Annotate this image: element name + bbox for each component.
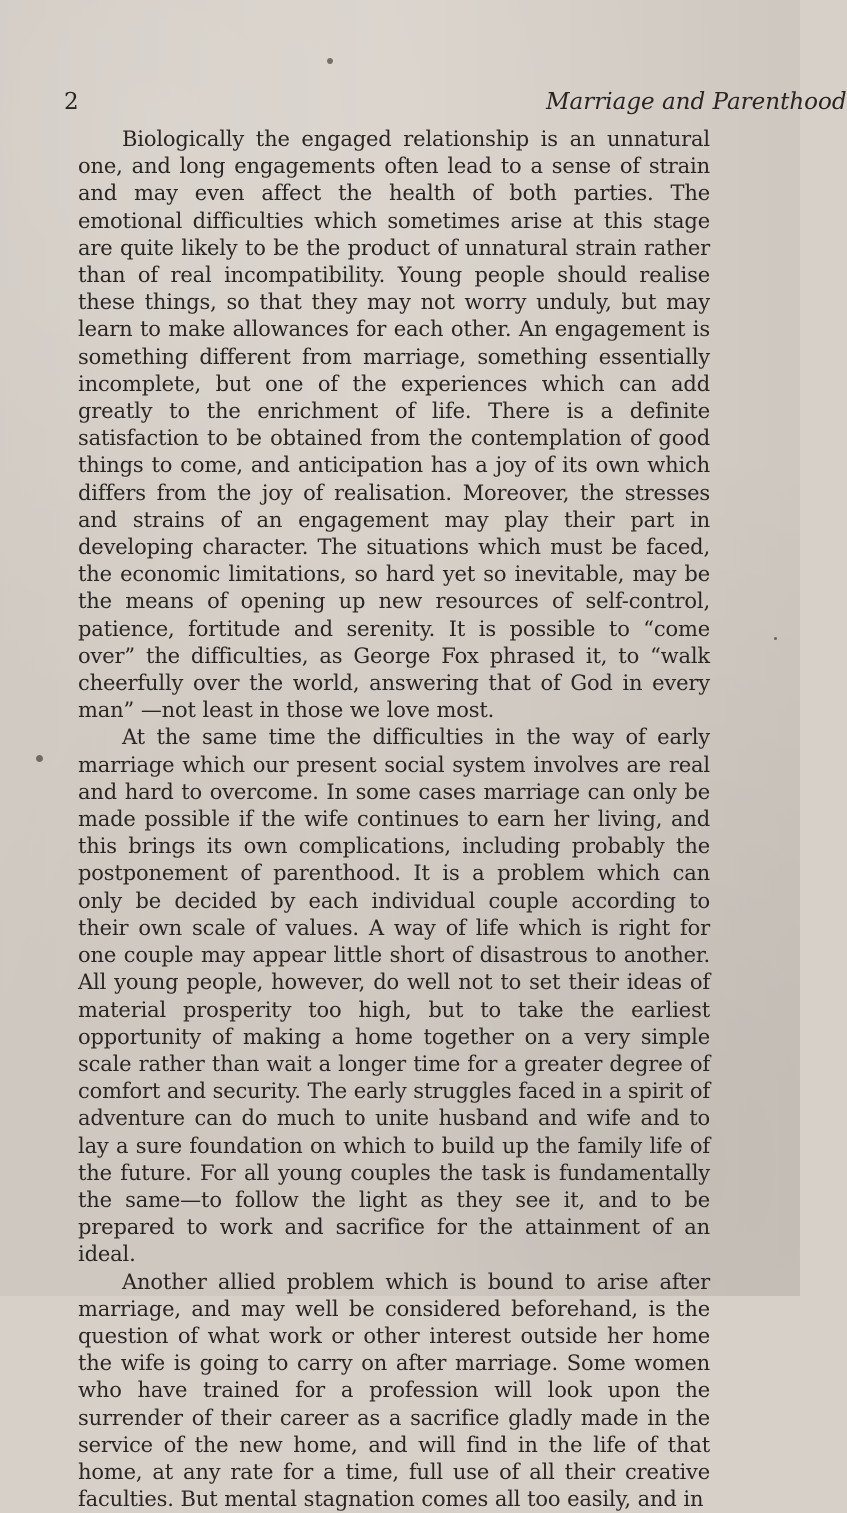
- paper-speck: [36, 755, 43, 762]
- paper-speck: [774, 637, 777, 640]
- body-text: [78, 126, 710, 1513]
- paper-speck: [327, 58, 333, 64]
- paragraph: At the same time the difficulties in the way of early marriage which our present social system involves are real and hard to overcome. In some cases marriage can only be made possible if the wife continues to earn her living, and this brings its own complications, including probably the postponement of parenthood. It is a problem which can only be decided by each individual couple according to their own scale of values. A way of life which is right for one couple may appear little short of disastrous to another. All young people, however, do well not to set their ideas of material prosperity too high, but to take the earliest opportunity of making a home together on a very simple scale rather than wait a longer time for a greater degree of comfort and security. The early struggles faced in a spirit of adventure can do much to unite husband and wife and to lay a sure foundation on which to build up the family life of the future. For all young couples the task is fundamentally the same—to follow the light as they see it, and to be prepared to work and sacrifice for the attainment of an ideal.: [78, 725, 710, 1267]
- running-title: Marriage and Parenthood: [546, 89, 847, 115]
- page-header: [64, 88, 847, 116]
- paragraph: Another allied problem which is bound to arise after marriage, and may well be considered beforehand, is the question of what work or other interest outside her home the wife is going to carry on after marriage. Some women who have trained for a profession will look upon the surrender of their career as a sacrifice gladly made in the service of the new home, and will find in the life of that home, at any rate for a time, full use of all their creative faculties. But mental stagnation comes all too easily, and in: [78, 1269, 710, 1512]
- paragraph: Biologically the engaged relationship is an unnatural one, and long engagements often lead to a sense of strain and may even affect the health of both parties. The emotional difficulties which sometimes arise at this stage are quite likely to be the product of unnatural strain rather than of real incompatibility. Young people should realise these things, so that they may not worry unduly, but may learn to make allowances for each other. An engagement is something different from marriage, something essentially incomplete, but one of the experiences which can add greatly to the enrichment of life. There is a definite satisfaction to be obtained from the contemplation of good things to come, and anticipation has a joy of its own which differs from the joy of realisation. Moreover, the stresses and strains of an engagement may play their part in developing character. The situations which must be faced, the economic limitations, so hard yet so inevitable, may be the means of opening up new resources of self-control, patience, fortitude and serenity. It is possible to “come over” the difficulties, as George Fox phrased it, to “walk cheerfully over the world, answering that of God in every man” —not least in those we love most.: [78, 127, 710, 723]
- page-number: 2: [64, 89, 79, 115]
